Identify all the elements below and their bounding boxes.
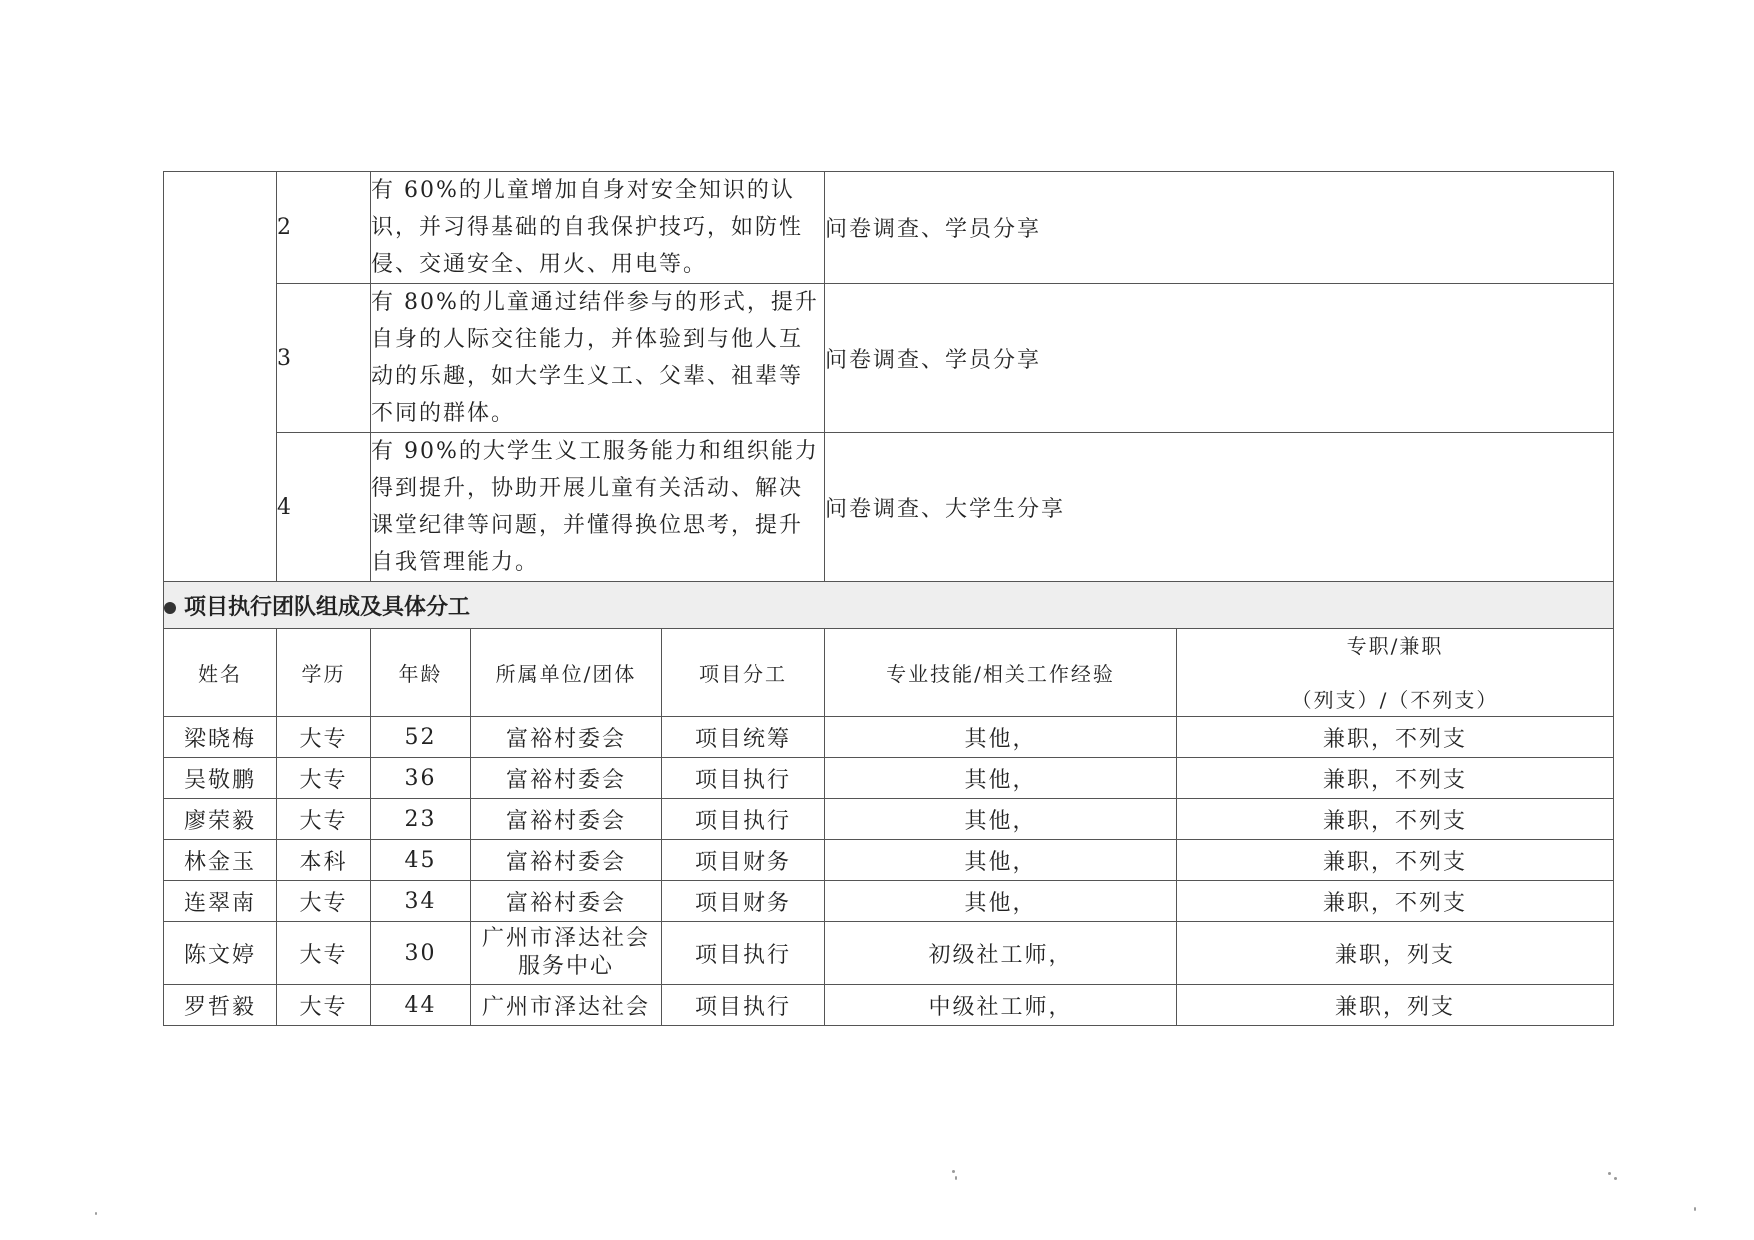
cell-education: 本科	[277, 840, 371, 881]
cell-education: 大专	[277, 985, 371, 1026]
goal-row	[164, 172, 1614, 284]
cell-skills: 其他，	[825, 758, 1177, 799]
scan-speck	[1608, 1172, 1611, 1175]
goal-row	[164, 433, 1614, 582]
cell-skills: 其他，	[825, 840, 1177, 881]
goal-label-cell	[164, 172, 277, 582]
header-fulltime-line1: 专职/兼职	[1346, 633, 1444, 658]
goal-method: 问卷调查、学员分享	[825, 284, 1614, 433]
cell-age: 44	[371, 985, 471, 1026]
cell-type: 兼职，列支	[1177, 922, 1614, 985]
cell-type: 兼职，不列支	[1177, 717, 1614, 758]
cell-name: 吴敬鹏	[164, 758, 277, 799]
cell-unit: 富裕村委会	[471, 840, 662, 881]
cell-age: 36	[371, 758, 471, 799]
header-fulltime	[1177, 629, 1614, 717]
cell-type: 兼职，不列支	[1177, 758, 1614, 799]
cell-unit-line2: 服务中心	[517, 954, 614, 979]
cell-education: 大专	[277, 799, 371, 840]
cell-type: 兼职，列支	[1177, 985, 1614, 1026]
cell-unit-line1: 广州市泽达社会	[481, 926, 650, 951]
goal-text: 有 60%的儿童增加自身对安全知识的认识，并习得基础的自我保护技巧，如防性侵、交通安全、用火、用电等。	[371, 172, 825, 284]
table-row	[164, 758, 1614, 799]
cell-unit: 富裕村委会	[471, 881, 662, 922]
table-row	[164, 840, 1614, 881]
cell-education: 大专	[277, 881, 371, 922]
goal-row	[164, 284, 1614, 433]
project-table	[163, 171, 1614, 1026]
cell-education: 大专	[277, 717, 371, 758]
cell-education: 大专	[277, 758, 371, 799]
cell-age: 30	[371, 922, 471, 985]
cell-role: 项目执行	[662, 922, 825, 985]
cell-skills: 其他，	[825, 881, 1177, 922]
header-name: 姓名	[164, 629, 277, 717]
header-education: 学历	[277, 629, 371, 717]
cell-age: 45	[371, 840, 471, 881]
cell-type: 兼职，不列支	[1177, 799, 1614, 840]
cell-skills: 中级社工师，	[825, 985, 1177, 1026]
header-unit: 所属单位/团体	[471, 629, 662, 717]
cell-skills: 初级社工师，	[825, 922, 1177, 985]
section-header	[164, 582, 1614, 629]
cell-role: 项目执行	[662, 985, 825, 1026]
goal-number: 4	[277, 433, 371, 582]
section-title: 项目执行团队组成及具体分工	[184, 594, 471, 620]
scan-speck	[95, 1212, 97, 1215]
bullet-icon	[164, 602, 176, 614]
cell-name: 林金玉	[164, 840, 277, 881]
cell-name: 梁晓梅	[164, 717, 277, 758]
table-row	[164, 985, 1614, 1026]
header-skills: 专业技能/相关工作经验	[825, 629, 1177, 717]
table-row	[164, 881, 1614, 922]
table-row	[164, 922, 1614, 985]
cell-age: 52	[371, 717, 471, 758]
cell-name: 连翠南	[164, 881, 277, 922]
cell-unit: 富裕村委会	[471, 717, 662, 758]
cell-unit: 富裕村委会	[471, 758, 662, 799]
header-role: 项目分工	[662, 629, 825, 717]
cell-role: 项目统筹	[662, 717, 825, 758]
header-fulltime-line2: （列支）/（不列支）	[1291, 687, 1499, 712]
scan-speck	[955, 1176, 957, 1180]
table-row	[164, 717, 1614, 758]
goal-number: 3	[277, 284, 371, 433]
section-header-row	[164, 582, 1614, 629]
cell-name: 廖荣毅	[164, 799, 277, 840]
scan-speck	[1614, 1177, 1617, 1180]
goal-method: 问卷调查、大学生分享	[825, 433, 1614, 582]
goal-number: 2	[277, 172, 371, 284]
cell-unit: 富裕村委会	[471, 799, 662, 840]
cell-type: 兼职，不列支	[1177, 881, 1614, 922]
cell-age: 23	[371, 799, 471, 840]
table-row	[164, 799, 1614, 840]
scan-speck	[1694, 1207, 1696, 1211]
header-age: 年龄	[371, 629, 471, 717]
cell-name: 罗哲毅	[164, 985, 277, 1026]
cell-skills: 其他，	[825, 717, 1177, 758]
scan-speck	[952, 1170, 955, 1173]
cell-age: 34	[371, 881, 471, 922]
cell-name: 陈文婷	[164, 922, 277, 985]
cell-education: 大专	[277, 922, 371, 985]
goal-method: 问卷调查、学员分享	[825, 172, 1614, 284]
goal-text: 有 80%的儿童通过结伴参与的形式，提升自身的人际交往能力，并体验到与他人互动的乐趣，如大学生义工、父辈、祖辈等不同的群体。	[371, 284, 825, 433]
goal-text: 有 90%的大学生义工服务能力和组织能力得到提升，协助开展儿童有关活动、解决课堂纪律等问题，并懂得换位思考，提升自我管理能力。	[371, 433, 825, 582]
cell-type: 兼职，不列支	[1177, 840, 1614, 881]
cell-role: 项目财务	[662, 881, 825, 922]
cell-role: 项目执行	[662, 799, 825, 840]
cell-role: 项目财务	[662, 840, 825, 881]
cell-role: 项目执行	[662, 758, 825, 799]
cell-unit	[471, 922, 662, 985]
team-header-row	[164, 629, 1614, 717]
cell-skills: 其他，	[825, 799, 1177, 840]
cell-unit: 广州市泽达社会	[471, 985, 662, 1026]
